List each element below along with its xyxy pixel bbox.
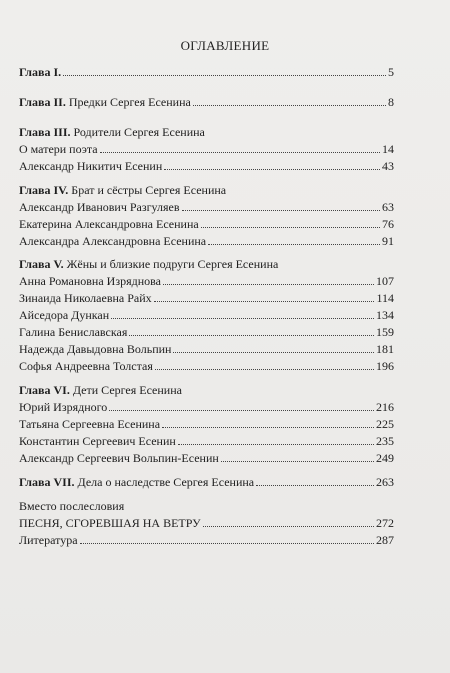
toc-section-heading: [19, 498, 124, 514]
page-number: 235: [376, 434, 394, 448]
entry-title-text: Александра Александровна Есенина: [19, 234, 207, 248]
dot-leader: [129, 324, 374, 336]
toc-section-heading: [19, 256, 278, 272]
toc-entry-title: [19, 273, 161, 289]
toc-entry-title: [19, 324, 127, 340]
dot-leader: [162, 416, 374, 428]
dot-leader: [109, 399, 374, 411]
toc-entry[interactable]: [19, 474, 394, 490]
entry-title-text: Надежда Давыдовна Вольпин: [19, 342, 172, 356]
page-number: 134: [376, 308, 394, 322]
toc-entry[interactable]: [19, 94, 394, 110]
toc-section-heading: [19, 382, 182, 398]
section-title: Родители Сергея Есенина: [73, 125, 205, 139]
page-number: 225: [376, 417, 394, 431]
entry-title-text: Софья Андреевна Толстая: [19, 359, 153, 373]
toc-entry[interactable]: [19, 416, 394, 432]
toc-entry-title: [19, 216, 199, 232]
entry-title-text: Предки Сергея Есенина: [68, 95, 191, 109]
toc-entry-title: [19, 233, 206, 249]
page-number: 196: [376, 359, 394, 373]
dot-leader: [163, 273, 374, 285]
entry-title-text: Анна Романовна Изряднова: [19, 274, 161, 288]
toc-entry-title: [19, 358, 153, 374]
chapter-number: Глава VII.: [19, 475, 75, 489]
toc-entry-title: [19, 474, 254, 490]
toc-entry-title: [19, 532, 78, 548]
toc-entry-title: [19, 290, 152, 306]
section-title: Дети Сергея Есенина: [72, 383, 182, 397]
page-number: 159: [376, 325, 394, 339]
dot-leader: [154, 290, 375, 302]
toc-entry-title: [19, 307, 109, 323]
entry-title-text: Дела о наследстве Сергея Есенина: [77, 475, 255, 489]
page-number: 76: [382, 217, 394, 231]
dot-leader: [178, 433, 374, 445]
toc-entry-title: [19, 64, 61, 80]
dot-leader: [201, 216, 380, 228]
page-number: 91: [382, 234, 394, 248]
toc-entry-title: [19, 515, 201, 531]
section-title: Жёны и близкие подруги Сергея Есенина: [66, 257, 279, 271]
toc-entry-title: [19, 158, 162, 174]
entry-title-text: ПЕСНЯ, СГОРЕВШАЯ НА ВЕТРУ: [19, 516, 201, 530]
toc-entry[interactable]: [19, 515, 394, 531]
dot-leader: [221, 450, 374, 462]
entry-title-text: Татьяна Сергеевна Есенина: [19, 417, 161, 431]
entry-title-text: Константин Сергеевич Есенин: [19, 434, 176, 448]
entry-title-text: Александр Иванович Разгуляев: [19, 200, 180, 214]
toc-entry[interactable]: [19, 433, 394, 449]
toc-entry[interactable]: [19, 307, 394, 323]
toc-entry[interactable]: [19, 324, 394, 340]
dot-leader: [173, 341, 374, 353]
entry-title-text: Юрий Изрядного: [19, 400, 108, 414]
dot-leader: [193, 94, 386, 106]
toc-entry[interactable]: [19, 64, 394, 80]
entry-title-text: Литература: [19, 533, 78, 547]
toc-entry[interactable]: [19, 199, 394, 215]
toc-entry-title: [19, 433, 176, 449]
toc-section-heading: [19, 124, 205, 140]
dot-leader: [164, 158, 380, 170]
toc-entry-title: [19, 450, 219, 466]
toc-entry-title: [19, 199, 180, 215]
toc-entry-title: [19, 399, 107, 415]
chapter-number: Глава IV.: [19, 183, 69, 197]
dot-leader: [203, 515, 374, 527]
entry-title-text: Айседора Дункан: [19, 308, 110, 322]
toc-entry-title: [19, 341, 171, 357]
chapter-number: Глава II.: [19, 95, 66, 109]
dot-leader: [256, 474, 374, 486]
toc-entry-title: [19, 94, 191, 110]
toc-entry[interactable]: [19, 273, 394, 289]
toc-entry[interactable]: [19, 158, 394, 174]
page-number: 287: [376, 533, 394, 547]
entry-title-text: Галина Бениславская: [19, 325, 128, 339]
section-title: Брат и сёстры Сергея Есенина: [71, 183, 227, 197]
entry-title-text: Александр Сергеевич Вольпин-Есенин: [19, 451, 219, 465]
page-number: 14: [382, 142, 394, 156]
toc-entry[interactable]: [19, 141, 394, 157]
dot-leader: [182, 199, 380, 211]
toc-entry-title: [19, 416, 160, 432]
dot-leader: [111, 307, 374, 319]
chapter-number: Глава I.: [19, 65, 62, 79]
toc-section-heading: [19, 182, 226, 198]
dot-leader: [80, 532, 374, 544]
entry-title-text: Зинаида Николаевна Райх: [19, 291, 152, 305]
dot-leader: [155, 358, 374, 370]
toc-entry[interactable]: [19, 233, 394, 249]
chapter-number: Глава V.: [19, 257, 64, 271]
toc-entry[interactable]: [19, 341, 394, 357]
section-title: Вместо послесловия: [19, 499, 125, 513]
page-title: ОГЛАВЛЕНИЕ: [180, 38, 270, 53]
toc-entry[interactable]: [19, 216, 394, 232]
entry-title-text: Александр Никитич Есенин: [19, 159, 163, 173]
toc-entry[interactable]: [19, 290, 394, 306]
toc-entry-title: [19, 141, 98, 157]
toc-entry[interactable]: [19, 450, 394, 466]
toc-entry[interactable]: [19, 532, 394, 548]
dot-leader: [208, 233, 380, 245]
chapter-number: Глава III.: [19, 125, 71, 139]
entry-title-text: Екатерина Александровна Есенина: [19, 217, 199, 231]
page-number: 107: [376, 274, 394, 288]
page-number: 114: [376, 291, 394, 305]
page-number: 272: [376, 516, 394, 530]
page-number: 249: [376, 451, 394, 465]
page-number: 181: [376, 342, 394, 356]
page-number: 5: [388, 65, 394, 79]
page-number: 43: [382, 159, 394, 173]
toc-entry[interactable]: [19, 399, 394, 415]
toc-entry[interactable]: [19, 358, 394, 374]
page-number: 63: [382, 200, 394, 214]
dot-leader: [100, 141, 380, 153]
chapter-number: Глава VI.: [19, 383, 70, 397]
page-number: 263: [376, 475, 394, 489]
page-number: 8: [388, 95, 394, 109]
page-number: 216: [376, 400, 394, 414]
dot-leader: [63, 64, 386, 76]
entry-title-text: О матери поэта: [19, 142, 98, 156]
